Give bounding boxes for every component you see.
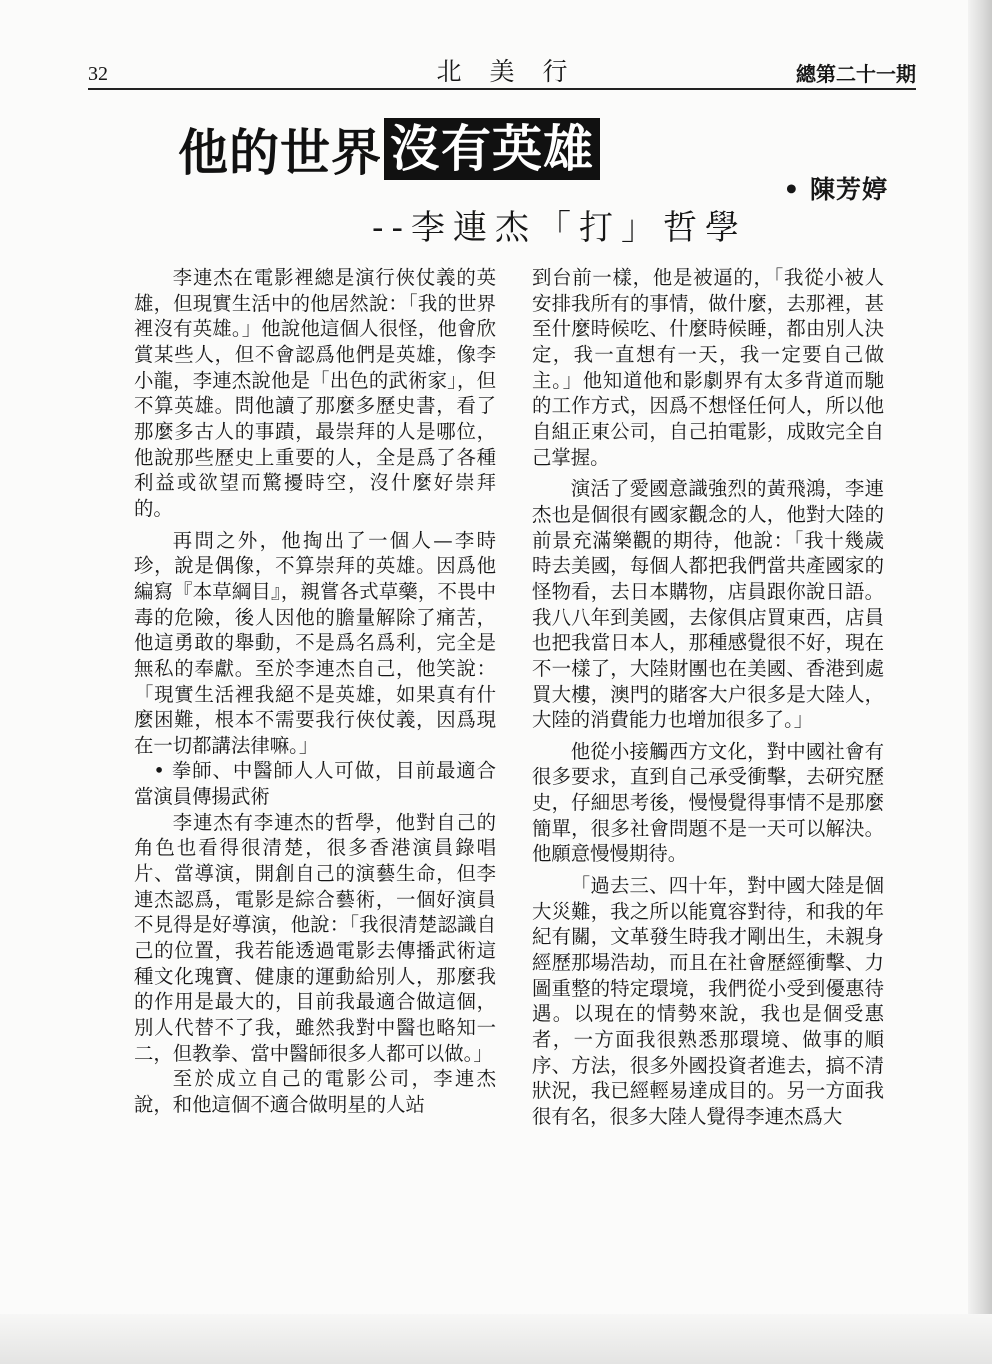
paragraph: 演活了愛國意識強烈的黃飛鴻，李連杰也是個很有國家觀念的人，他對大陸的前景充滿樂觀的期待，他說：「我十幾歲時去美國，每個人都把我們當共產國家的怪物看，去日本購物，店員跟你說日語。我八八年到美國，去傢俱店買東西，店員也把我當日本人，那種感覺很不好，現在不一樣了，大陸財團也在美國、香港到處買大樓，澳門的賭客大户很多是大陸人，大陸的消費能力也增加很多了。」 [532, 477, 884, 732]
scan-shadow-right [968, 0, 992, 1364]
left-column [134, 265, 496, 1118]
paragraph: 他從小接觸西方文化，對中國社會有很多要求，直到自己承受衝擊，去研究歷史，仔細思考後，慢慢覺得事情不是那麼簡單，很多社會問題不是一天可以解決。他願意慢慢期待。 [532, 739, 884, 866]
scan-shadow-bottom [0, 1314, 992, 1364]
title-highlight-part: 沒有英雄 [384, 118, 600, 180]
paragraph: 李連杰在電影裡總是演行俠仗義的英雄，但現實生活中的他居然說：「我的世界裡沒有英雄。」他說他這個人很怪，他會欣賞某些人，但不會認爲他們是英雄，像李小龍，李連杰說他是「出色的武術家」，但不算英雄。問他讀了那麼多歷史書，看了那麼多古人的事蹟，最崇拜的人是哪位，他說那些歷史上重要的人，全是爲了各種利益或欲望而驚擾時空，沒什麼好崇拜的。 [134, 266, 496, 520]
article-subtitle: --李連杰「打」哲學 [372, 208, 747, 248]
article-title [178, 116, 600, 182]
paragraph: 到台前一樣，他是被逼的，「我從小被人安排我所有的事情，做什麼，去那裡，甚至什麼時候吃、什麼時候睡，都由別人決定，我一直想有一天，我一定要自己做主。」他知道他和影劇界有太多背道而馳的工作方式，因爲不想怪任何人，所以他自組正東公司，自己拍電影，成敗完全自己掌握。 [532, 266, 884, 469]
paragraph: 至於成立自己的電影公司，李連杰說，和他這個不適合做明星的人站 [134, 1067, 496, 1116]
section-subheading: • 拳師、中醫師人人可做，目前最適合當演員傳揚武術 [134, 759, 496, 809]
paragraph: 再問之外，他掏出了一個人—李時珍，說是偶像，不算崇拜的英雄。因爲他編寫『本草綱目』，親嘗各式草藥，不畏中毒的危險，後人因他的膽量解除了痛苦，他這勇敢的舉動，不是爲名爲利，完全是無私的奉獻。至於李連杰自己，他笑說：「現實生活裡我絕不是英雄，如果真有什麼困難，根本不需要我行俠仗義，因爲現在一切都講法律嘛。」 [134, 528, 496, 757]
right-column [532, 265, 884, 1130]
page-number: 32 [88, 63, 108, 85]
title-plain-part: 他的世界 [178, 124, 382, 182]
publication-name: 北美行 [436, 57, 596, 86]
paragraph: 「過去三、四十年，對中國大陸是個大災難，我之所以能寬容對待，和我的年紀有關，文革發生時我才剛出生，未親身經歷那場浩劫，而且在社會歷經衝擊、力圖重整的特定環境，我們從小受到優惠待遇。以現在的情勢來說，我也是個受惠者，一方面我很熟悉那環境、做事的順序、方法，很多外國投資者進去，搞不清狀況，我已經輕易達成目的。另一方面我很有名，很多大陸人覺得李連杰爲大 [532, 874, 884, 1128]
issue-number: 總第二十一期 [796, 62, 916, 86]
running-header [88, 58, 916, 90]
paragraph: 李連杰有李連杰的哲學，他對自己的角色也看得很清楚，很多香港演員錄唱片、當導演，開創自己的演藝生命，但李連杰認爲，電影是綜合藝術，一個好演員不見得是好導演，他說：「我很清楚認識自己的位置，我若能透過電影去傳播武術這種文化瑰寶、健康的運動給別人，那麼我的作用是最大的，目前我最適合做這個，別人代替不了我，雖然我對中醫也略知一二，但教拳、當中醫師很多人都可以做。」 [134, 810, 496, 1065]
author-byline: • 陳芳婷 [783, 175, 888, 204]
